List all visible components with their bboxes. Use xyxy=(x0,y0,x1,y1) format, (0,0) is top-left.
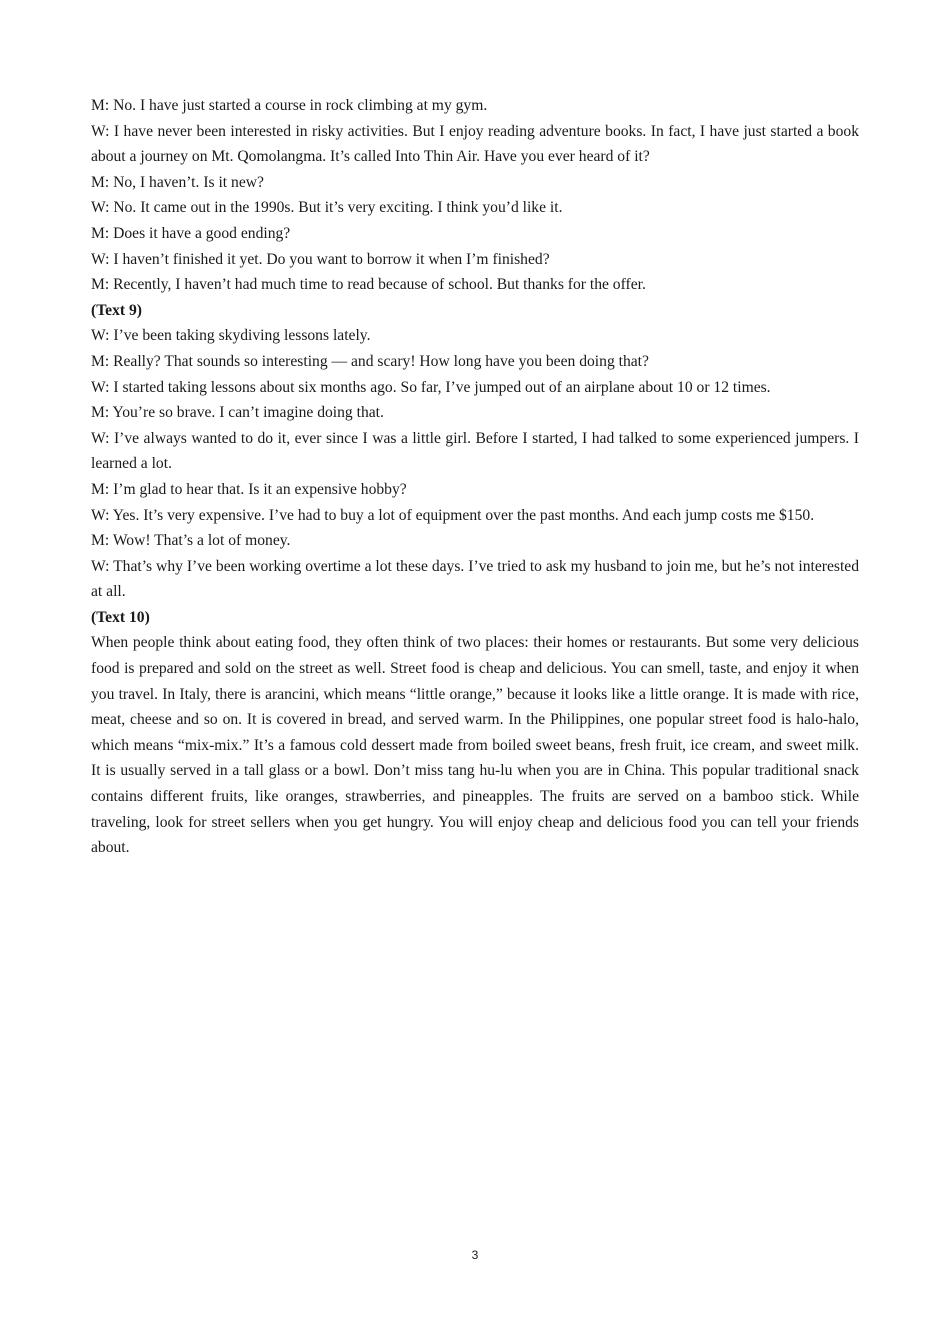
dialogue-line: M: Wow! That’s a lot of money. xyxy=(91,532,291,550)
dialogue-line: M: Really? That sounds so interesting — and scary! How long have you been doing that? xyxy=(91,352,649,370)
dialogue-line: W: I have never been interested in risky activities. But I enjoy reading adventure books. In fact, I have just started a book about a journey on Mt. Qomolangma. It’s called Into Thin Air. Have you ever heard of it? xyxy=(91,122,859,166)
dialogue-line: W: Yes. It’s very expensive. I’ve had to buy a lot of equipment over the past months. And each jump costs me $150. xyxy=(91,506,815,524)
dialogue-line: W: I’ve always wanted to do it, ever since I was a little girl. Before I started, I had talked to some experienced jumpers. I learned a lot. xyxy=(91,429,859,473)
dialogue-line: M: You’re so brave. I can’t imagine doing that. xyxy=(91,404,384,422)
dialogue-part-8 xyxy=(91,93,859,298)
dialogue-line: M: Recently, I haven’t had much time to read because of school. But thanks for the offer. xyxy=(91,276,646,294)
text-9-heading: (Text 9) xyxy=(91,301,142,319)
dialogue-line: M: I’m glad to hear that. Is it an expensive hobby? xyxy=(91,480,407,498)
dialogue-line: M: Does it have a good ending? xyxy=(91,224,291,242)
dialogue-line: M: No, I haven’t. Is it new? xyxy=(91,173,264,191)
dialogue-line: W: That’s why I’ve been working overtime a lot these days. I’ve tried to ask my husband to join me, but he’s not interested at all. xyxy=(91,557,859,601)
dialogue-line: W: I started taking lessons about six months ago. So far, I’ve jumped out of an airplane about 10 or 12 times. xyxy=(91,378,771,396)
dialogue-line: W: I haven’t finished it yet. Do you want to borrow it when I’m finished? xyxy=(91,250,550,268)
document-page xyxy=(91,93,859,861)
street-food-passage: When people think about eating food, they often think of two places: their homes or restaurants. But some very delicious food is prepared and sold on the street as well. Street food is cheap and delicious. You can smell, taste, and enjoy it when you travel. In Italy, there is arancini, which means “little orange,” because it looks like a little orange. It is made with rice, meat, cheese and so on. It is covered in bread, and served warm. In the Philippines, one popular street food is halo-halo, which means “mix-mix.” It’s a famous cold dessert made from boiled sweet beans, fresh fruit, ice cream, and sweet milk. It is usually served in a tall glass or a bowl. Don’t miss tang hu-lu when you are in China. This popular traditional snack contains different fruits, like oranges, strawberries, and pineapples. The fruits are served on a bamboo stick. While traveling, look for street sellers when you get hungry. You will enjoy cheap and delicious food you can tell your friends about. xyxy=(91,634,859,857)
dialogue-line: W: I’ve been taking skydiving lessons lately. xyxy=(91,327,371,345)
dialogue-line: W: No. It came out in the 1990s. But it’s very exciting. I think you’d like it. xyxy=(91,199,563,217)
page-number: 3 xyxy=(471,1248,479,1262)
text-10-heading: (Text 10) xyxy=(91,608,150,626)
text-10-section xyxy=(91,605,859,861)
text-9-section xyxy=(91,298,859,605)
dialogue-line: M: No. I have just started a course in rock climbing at my gym. xyxy=(91,97,488,114)
